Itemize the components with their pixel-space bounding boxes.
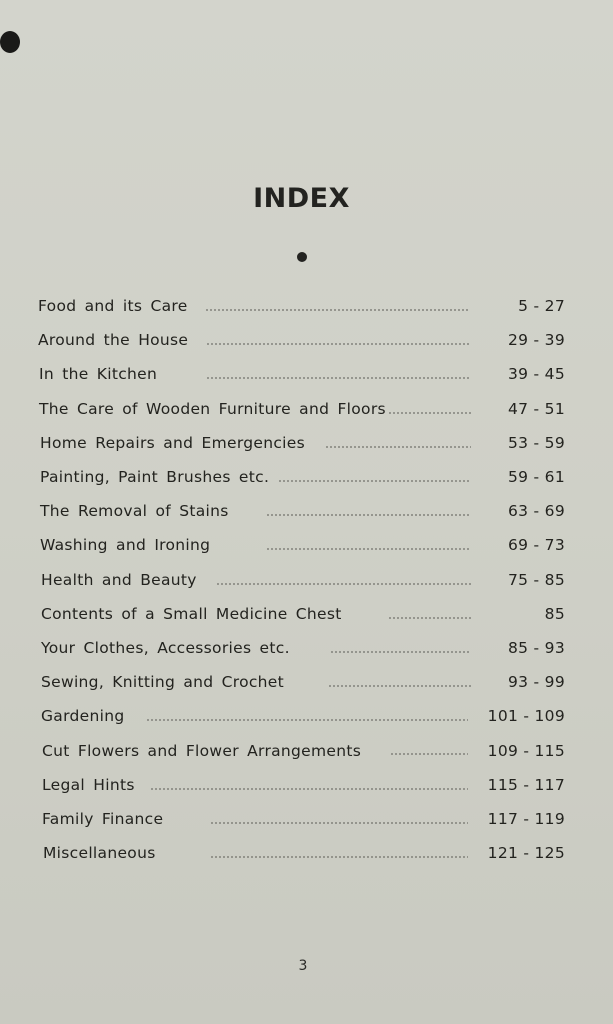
- dot-leaders: [216, 582, 471, 588]
- entry-pages: 5 - 27: [518, 297, 565, 316]
- index-entry: [0, 768, 613, 802]
- entry-label: Gardening: [41, 707, 125, 726]
- entry-label: Home Repairs and Emergencies: [40, 433, 305, 452]
- dot-leaders: [390, 752, 468, 758]
- entry-pages: 85: [544, 604, 565, 623]
- dot-leaders: [388, 616, 471, 622]
- index-entry: [0, 426, 613, 460]
- entry-pages: 75 - 85: [508, 570, 565, 589]
- entry-label: Cut Flowers and Flower Arrangements: [42, 741, 362, 760]
- dot-leaders: [266, 513, 471, 519]
- entry-pages: 47 - 51: [508, 399, 565, 418]
- entry-pages: 93 - 99: [508, 673, 565, 692]
- entry-pages: 85 - 93: [508, 638, 565, 657]
- entry-label: The Removal of Stains: [40, 502, 229, 521]
- entry-pages: 39 - 45: [508, 365, 565, 384]
- dot-leaders: [205, 308, 470, 314]
- index-entry: [0, 665, 613, 699]
- index-entry: [0, 460, 613, 494]
- dot-leaders: [146, 718, 468, 724]
- entry-label: Food and its Care: [38, 297, 188, 316]
- index-entry: [0, 733, 613, 767]
- entry-pages: 63 - 69: [508, 502, 565, 521]
- entry-label: Sewing, Knitting and Crochet: [41, 673, 285, 692]
- dot-leaders: [328, 684, 471, 690]
- entry-pages: 109 - 115: [487, 741, 565, 760]
- index-entry: [0, 392, 613, 426]
- index-entry: [0, 563, 613, 597]
- dot-leaders: [278, 479, 471, 485]
- entry-label: Health and Beauty: [41, 570, 197, 589]
- index-entry: [0, 289, 613, 323]
- index-entry: [0, 494, 613, 528]
- entry-label: Around the House: [38, 331, 189, 350]
- index-entry: [0, 699, 613, 733]
- page-number: 3: [298, 958, 308, 974]
- entry-label: Painting, Paint Brushes etc.: [40, 468, 270, 487]
- entry-label: In the Kitchen: [39, 365, 158, 384]
- entry-label: Contents of a Small Medicine Chest: [41, 604, 342, 623]
- dot-leaders: [388, 411, 471, 417]
- entry-pages: 117 - 119: [487, 809, 565, 828]
- index-entry: [0, 802, 613, 836]
- index-entry: [0, 597, 613, 631]
- entry-label: Miscellaneous: [43, 844, 156, 863]
- dot-leaders: [325, 445, 471, 451]
- entry-label: Legal Hints: [42, 775, 135, 794]
- dot-leaders: [150, 787, 468, 793]
- entry-pages: 69 - 73: [508, 536, 565, 555]
- index-entry: [0, 836, 613, 870]
- entry-label: Family Finance: [42, 809, 164, 828]
- dot-leaders: [210, 821, 468, 827]
- index-entry: [0, 528, 613, 562]
- entry-pages: 29 - 39: [508, 331, 565, 350]
- dot-leaders: [206, 376, 471, 382]
- entry-label: Your Clothes, Accessories etc.: [41, 638, 290, 657]
- entry-pages: 59 - 61: [508, 468, 565, 487]
- punch-hole: [0, 31, 20, 53]
- page-title: INDEX: [253, 183, 350, 214]
- entry-pages: 115 - 117: [487, 775, 565, 794]
- index-entry: [0, 323, 613, 357]
- index-entry: [0, 631, 613, 665]
- dot-leaders: [266, 547, 471, 553]
- entry-pages: 101 - 109: [487, 707, 565, 726]
- entry-pages: 53 - 59: [508, 433, 565, 452]
- dot-leaders: [210, 855, 468, 861]
- index-entry: [0, 357, 613, 391]
- bullet-ornament: [297, 252, 307, 262]
- entry-pages: 121 - 125: [487, 844, 565, 863]
- entry-label: Washing and Ironing: [40, 536, 211, 555]
- dot-leaders: [206, 342, 470, 348]
- dot-leaders: [330, 650, 471, 656]
- entry-label: The Care of Wooden Furniture and Floors: [39, 399, 386, 418]
- index-list: [0, 289, 613, 870]
